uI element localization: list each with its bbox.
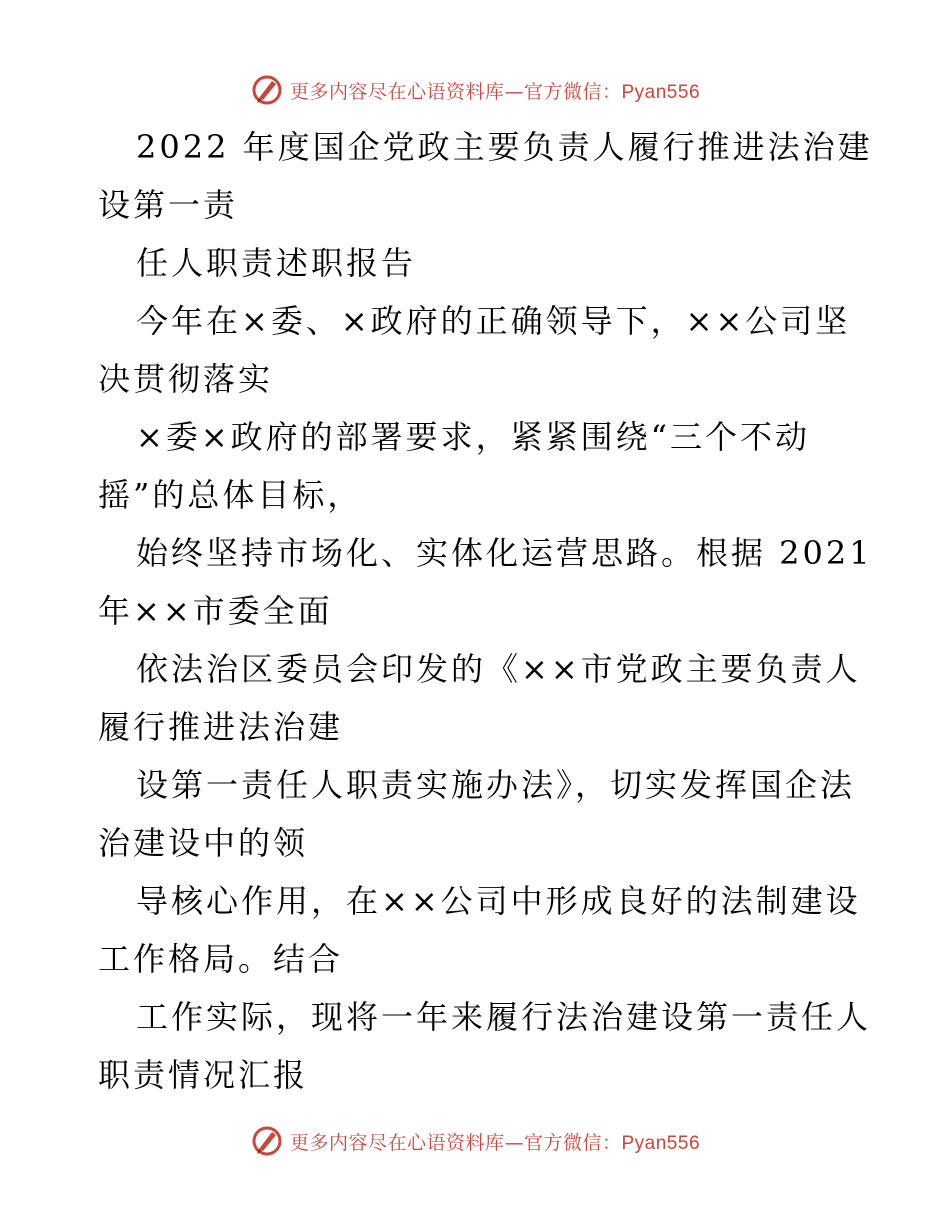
paragraph-line: 依法治区委员会印发的《××市党政主要负责人 (136, 650, 861, 688)
paragraph-line: 始终坚持市场化、实体化运营思路。根据 2021 (136, 534, 873, 572)
paragraph-line: 导核心作用，在××公司中形成良好的法制建设 (136, 882, 861, 920)
paragraph-line: 职责情况汇报 (98, 1056, 309, 1094)
paragraph-line: 工作实际，现将一年来履行法治建设第一责任人 (136, 998, 872, 1036)
paragraph-line: 决贯彻落实 (98, 360, 274, 398)
quill-logo-icon (250, 73, 284, 107)
quill-logo-icon (250, 1124, 284, 1158)
footer-watermark (0, 1121, 950, 1161)
paragraph-line: 履行推进法治建 (98, 708, 344, 746)
paragraph-line: 治建设中的领 (98, 824, 309, 862)
paragraph-line: 设第一责任人职责实施办法》，切实发挥国企法 (136, 766, 856, 804)
paragraph-line: 工作格局。结合 (98, 940, 344, 978)
paragraph-line: 今年在×委、×政府的正确领导下，××公司坚 (136, 302, 851, 340)
paragraph-line: ×委×政府的部署要求，紧紧围绕“三个不动 (136, 418, 810, 456)
paragraph-line: 任人职责述职报告 (136, 244, 417, 282)
paragraph-line: 年××市委全面 (98, 592, 333, 630)
paragraph-line: 摇”的总体目标， (98, 476, 363, 514)
paragraph-line: 设第一责 (98, 186, 239, 224)
header-watermark (0, 70, 950, 110)
watermark-text: 更多内容尽在心语资料库—官方微信：Pyan556 (289, 1131, 701, 1154)
watermark-text: 更多内容尽在心语资料库—官方微信：Pyan556 (289, 80, 701, 103)
paragraph-line: 2022 年度国企党政主要负责人履行推进法治建 (136, 128, 873, 166)
